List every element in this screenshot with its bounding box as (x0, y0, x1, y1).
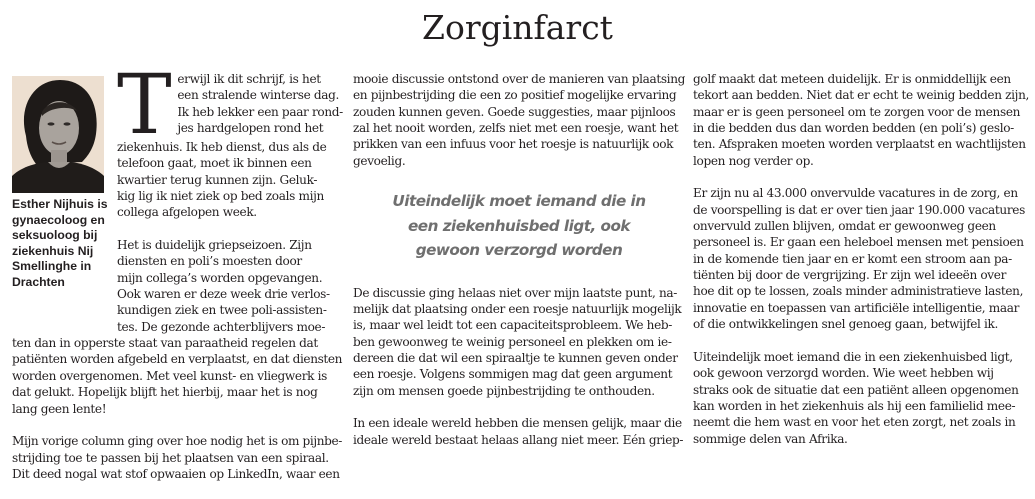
text-line: kig lig ik niet ziek op bed zoals mijn (117, 189, 324, 204)
text-line: onvervuld zullen blijven, omdat er gewoonweg geen (693, 219, 996, 234)
text-line: Uiteindelijk moet iemand die in een ziekenhuisbed ligt, (693, 349, 1013, 364)
text-line: maar er is geen personeel om te zorgen voor de mensen (693, 104, 1021, 119)
text-line: strijding toe te passen bij het plaatsen van een spiraal. (12, 450, 329, 465)
caption-line: gynaecoloog en (12, 212, 105, 227)
text-line: De discussie ging helaas niet over mijn laatste punt, na- (353, 285, 677, 300)
paragraph (353, 71, 685, 169)
text-line: ook gewoon verzorgd worden. Wie weet hebben wij (693, 366, 994, 381)
text-line: lopen nog verder op. (693, 153, 814, 168)
article-title: Zorginfarct (422, 8, 613, 47)
text-line: een stralende winterse dag. (177, 88, 340, 103)
paragraph (693, 71, 1029, 169)
text-line: tekort aan bedden. Niet dat er echt te weinig bedden zijn, (693, 88, 1029, 103)
caption-line: ziekenhuis Nij (12, 243, 94, 258)
text-line: mooie discussie ontstond over de manieren van plaatsing (353, 72, 685, 86)
paragraph (353, 415, 685, 448)
text-line: ten. Afspraken moeten worden verplaatst en wachtlijsten (693, 137, 1026, 152)
quote-line: Uiteindelijk moet iemand die in (392, 192, 646, 211)
article-column-2 (353, 71, 685, 464)
text-line: innovatie en toepassen van artificiële intelligentie, maar (693, 300, 1020, 315)
text-line: sommige delen van Afrika. (693, 431, 848, 446)
text-line: golf maakt dat meteen duidelijk. Er is onmiddellijk een (693, 72, 1011, 86)
text-line: diensten en poli’s moesten door (117, 254, 302, 269)
text-line: is, maar wel leidt tot een capaciteitsprobleem. We heb- (353, 318, 673, 333)
article-column-1 (12, 58, 343, 499)
text-line: prikken van een infuus voor het roesje is natuurlijk ook (353, 137, 674, 152)
paragraph (12, 433, 342, 482)
text-line: en pijnbestrijding die een zo positief mogelijke ervaring (353, 88, 677, 103)
text-line: of die ontwikkelingen snel genoeg gaan, betwijfel ik. (693, 317, 999, 332)
text-line: Dit deed nogal wat stof opwaaien op LinkedIn, waar een (12, 466, 340, 481)
text-line: collega afgelopen week. (117, 205, 257, 220)
text-line: in die bedden dus dan worden bedden (en poli’s) geslo- (693, 121, 1014, 136)
text-line: kwartier terug kunnen zijn. Geluk- (117, 172, 318, 187)
caption-line: Smellinghe in (12, 259, 92, 273)
caption-line: Esther Nijhuis is (12, 197, 108, 211)
text-line: hoe dit op te lossen, zoals minder administratieve lasten, (693, 284, 1024, 299)
text-line: een roesje. Volgens sommigen mag dat geen argument (353, 367, 673, 382)
paragraph (12, 237, 342, 417)
text-line: tiënten bij door de vergrijzing. Er zijn wel ideeën over (693, 268, 1007, 283)
text-line: patiënten worden afgebeld en verplaatst, en dat diensten (12, 352, 342, 367)
text-line: dereen die dat wil een spiraaltje te kunnen geven onder (353, 350, 678, 365)
text-line: mijn collega’s worden opgevangen. (117, 270, 323, 285)
text-line: Ik heb lekker een paar rond- (177, 104, 343, 119)
paragraph (353, 285, 685, 399)
text-line: personeel is. Er gaan een heleboel mensen met pensioen (693, 235, 1024, 250)
text-line: worden overgenomen. Met veel kunst- en vliegwerk is (12, 368, 328, 383)
drop-cap: T (117, 58, 172, 153)
paragraph (12, 58, 343, 221)
text-line: ziekenhuis. Ik heb dienst, dus als de (117, 140, 327, 154)
article-column-3 (693, 71, 1029, 463)
text-line: straks ook de situatie dat een patiënt alleen opgenomen (693, 382, 1019, 397)
text-line: Het is duidelijk griepseizoen. Zijn (117, 238, 312, 253)
text-line: Er zijn nu al 43.000 onvervulde vacatures in de zorg, en (693, 186, 1018, 201)
text-line: in de komende tien jaar en er komt een stroom aan pa- (693, 251, 1012, 266)
text-line: Mijn vorige column ging over hoe nodig het is om pijnbe- (12, 434, 342, 449)
paragraph (693, 185, 1029, 332)
text-line: zal het nooit worden, zelfs niet met een roesje, want het (353, 121, 679, 136)
text-line: melijk dat plaatsing onder een roesje natuurlijk mogelijk (353, 301, 682, 316)
text-line: zouden kunnen geven. Goede suggesties, maar pijnloos (353, 104, 676, 119)
quote-line: een ziekenhuisbed ligt, ook (408, 216, 630, 235)
text-line: telefoon gaat, moet ik binnen een (117, 156, 312, 171)
text-line: de voorspelling is dat er over tien jaar 190.000 vacatures (693, 202, 1025, 217)
text-line: neemt die hem wast en voor het eten zorgt, net zoals in (693, 415, 1016, 430)
text-line: kundigen ziek en twee poli-assisten- (117, 303, 327, 318)
text-line: jes hardgelopen rond het (177, 121, 324, 136)
paragraph (693, 349, 1029, 447)
text-line: erwijl ik dit schrijf, is het (177, 72, 321, 86)
text-line: ideale wereld bestaat helaas allang niet meer. Eén griep- (353, 432, 684, 447)
text-line: kan worden in het ziekenhuis als hij een familielid mee- (693, 398, 1016, 413)
quote-line: gewoon verzorgd worden (415, 241, 623, 260)
caption-line: Drachten (12, 274, 65, 289)
text-line: In een ideale wereld hebben die mensen gelijk, maar die (353, 416, 682, 431)
text-line: ten dan in opperste staat van paraatheid regelen dat (12, 336, 318, 351)
text-line: ben gewoonweg te weinig personeel en plekken om ie- (353, 334, 672, 349)
text-line: zijn om mensen goede pijnbestrijding te onthouden. (353, 383, 655, 398)
text-line: lang geen lente! (12, 401, 107, 416)
text-line: tes. De gezonde achterblijvers moe- (117, 319, 326, 334)
pull-quote (353, 189, 685, 263)
caption-line: seksuoloog bij (12, 228, 98, 242)
text-line: dat gelukt. Hopelijk blijft het hierbij, maar het is nog (12, 385, 318, 400)
text-line: gevoelig. (353, 153, 406, 168)
text-line: Ook waren er deze week drie verlos- (117, 287, 330, 302)
